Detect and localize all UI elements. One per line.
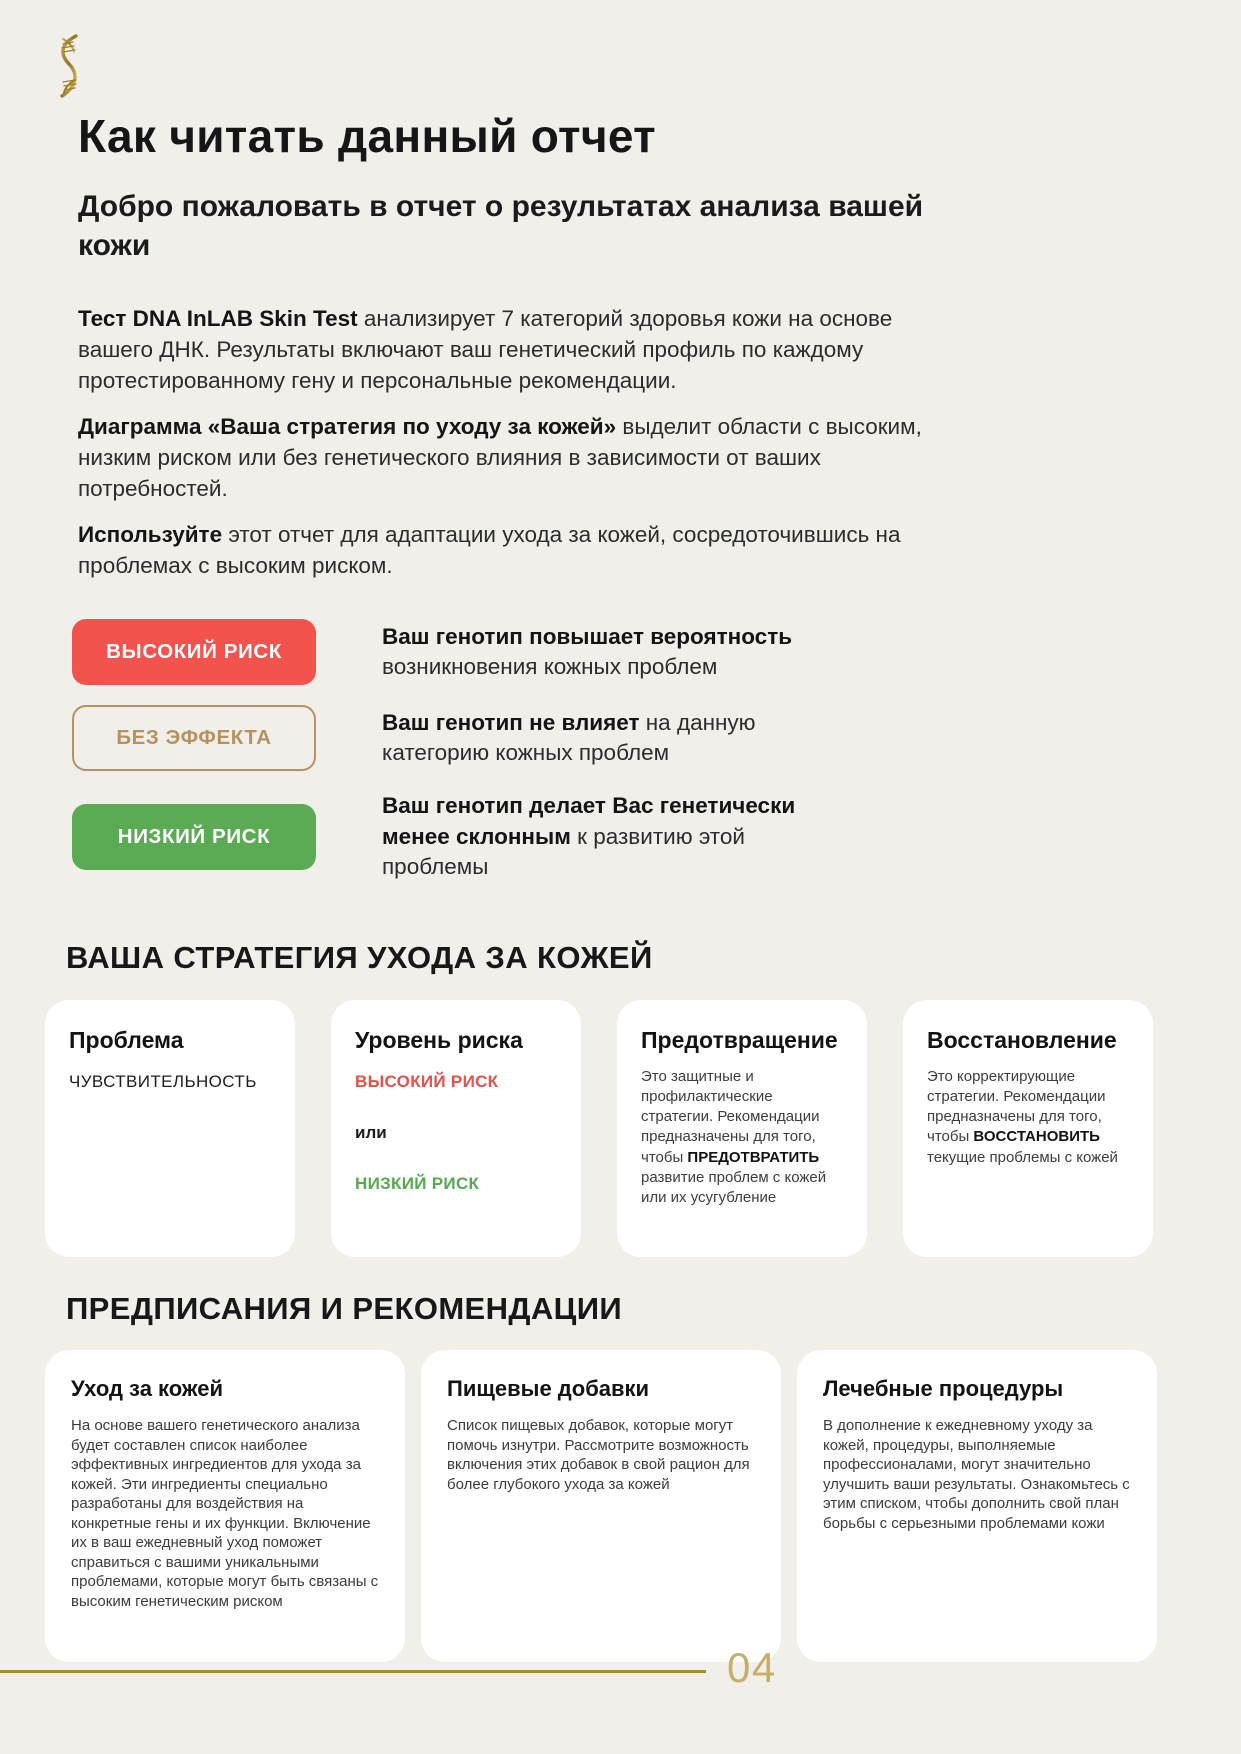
high-risk-description (382, 622, 852, 683)
body-text: Это корректирующие стратегии. Рекомендации предназначены для того, чтобы (927, 1067, 1106, 1146)
skincare-text: На основе вашего генетического анализа будет составлен список наиболее эффективных ингредиентов для ухода за кожей. Эти ингредиенты специально разработаны для воздействия на конкретные гены и их функции. Включение их в ваш ежедневный уход поможет справиться с вашими уникальными проблемами, которые могут быть связаны с высоким генетическим риском (71, 1417, 379, 1610)
paragraph-text: выделит области с высоким, низким риском или без генетического влияния в зависимости от ваших потребностей. (78, 414, 922, 502)
risk-level-high-label: ВЫСОКИЙ РИСК (355, 1071, 499, 1091)
description-text: к развитию этой проблемы (382, 823, 745, 880)
body-text: текущие проблемы с кожей (927, 1148, 1118, 1166)
card-title: Восстановление (927, 1026, 1117, 1053)
logo-dna-icon (54, 34, 84, 98)
body-emphasis: ПРЕДОТВРАТИТЬ (687, 1148, 820, 1166)
description-lead: Ваш генотип повышает вероятность (382, 623, 793, 649)
card-title: Лечебные процедуры (823, 1376, 1064, 1402)
description-lead: Ваш генотип делает Вас генетически менее склонным (382, 793, 796, 849)
risk-level-low-label: НИЗКИЙ РИСК (355, 1173, 480, 1193)
dna-helix-icon (54, 34, 84, 98)
paragraph-text: анализирует 7 категорий здоровья кожи на основе вашего ДНК. Результаты включают ваш генетический профиль по каждому протестированному гену и персональные рекомендации. (78, 305, 893, 393)
rx-card-supplements (421, 1350, 781, 1662)
high-risk-badge: ВЫСОКИЙ РИСК (72, 619, 316, 685)
strategy-section-heading: ВАША СТРАТЕГИЯ УХОДА ЗА КОЖЕЙ (66, 940, 653, 976)
strategy-card-prevention (617, 1000, 867, 1257)
page-subtitle: Добро пожаловать в отчет о результатах анализа вашей кожи (78, 189, 924, 262)
legend-row-high-risk (72, 619, 1241, 685)
prevention-text (641, 1067, 843, 1209)
body-emphasis: ВОССТАНОВИТЬ (973, 1128, 1100, 1146)
intro-paragraph-test (78, 303, 958, 396)
body-text: Это защитные и профилактические стратегии. Рекомендации предназначены для того, чтобы (641, 1067, 820, 1166)
card-title: Уход за кожей (71, 1376, 223, 1402)
prescriptions-section-heading: ПРЕДПИСАНИЯ И РЕКОМЕНДАЦИИ (66, 1290, 623, 1326)
low-risk-badge: НИЗКИЙ РИСК (72, 804, 316, 870)
card-title: Предотвращение (641, 1026, 838, 1053)
no-effect-description (382, 708, 852, 769)
page-title: Как читать данный отчет (78, 110, 656, 162)
supplements-text: Список пищевых добавок, которые могут помочь изнутри. Рассмотрите возможность включения этих добавок в свой рацион для более глубокого ухода за кожей (447, 1417, 750, 1493)
risk-legend (72, 619, 1241, 883)
restoration-text (927, 1067, 1129, 1168)
rx-card-treatments (797, 1350, 1157, 1662)
strategy-card-risk-level (331, 1000, 581, 1257)
treatments-text: В дополнение к ежедневному уходу за кожей, процедуры, выполняемые профессионалами, могут значительно улучшить ваши результаты. Ознакомьтесь с этим списком, чтобы дополнить свой план борьбы с серьезными проблемами кожи (823, 1417, 1130, 1532)
description-text: на данную категорию кожных проблем (382, 709, 756, 766)
header (78, 0, 1241, 265)
low-risk-description (382, 791, 852, 883)
strategy-cards-row (45, 1000, 1241, 1257)
footer-divider (0, 1670, 706, 1673)
page-number: 04 (727, 1644, 777, 1691)
card-title: Уровень риска (355, 1026, 523, 1053)
legend-row-no-effect (72, 705, 1241, 771)
strategy-card-restoration (903, 1000, 1153, 1257)
prescriptions-cards-row (45, 1350, 1241, 1662)
card-title: Пищевые добавки (447, 1376, 650, 1402)
paragraph-lead: Тест DNA InLAB Skin Test (78, 305, 358, 331)
rx-card-skincare (45, 1350, 405, 1662)
no-effect-badge: БЕЗ ЭФФЕКТА (72, 705, 316, 771)
legend-row-low-risk (72, 791, 1241, 883)
strategy-card-problem (45, 1000, 295, 1257)
intro-paragraph-diagram (78, 411, 958, 504)
description-lead: Ваш генотип не влияет (382, 709, 640, 735)
intro-paragraph-use (78, 519, 958, 581)
card-title: Проблема (69, 1026, 184, 1053)
body-text: развитие проблем с кожей или их усугубление (641, 1168, 827, 1207)
paragraph-text: этот отчет для адаптации ухода за кожей, сосредоточившись на проблемах с высоким риском. (78, 522, 901, 579)
paragraph-lead: Используйте (78, 522, 223, 548)
description-text: возникновения кожных проблем (382, 654, 718, 680)
paragraph-lead: Диаграмма «Ваша стратегия по уходу за кожей» (78, 414, 617, 440)
risk-level-or-label: или (355, 1122, 387, 1142)
problem-value: ЧУВСТВИТЕЛЬНОСТЬ (69, 1071, 257, 1091)
intro-section (78, 303, 1241, 581)
